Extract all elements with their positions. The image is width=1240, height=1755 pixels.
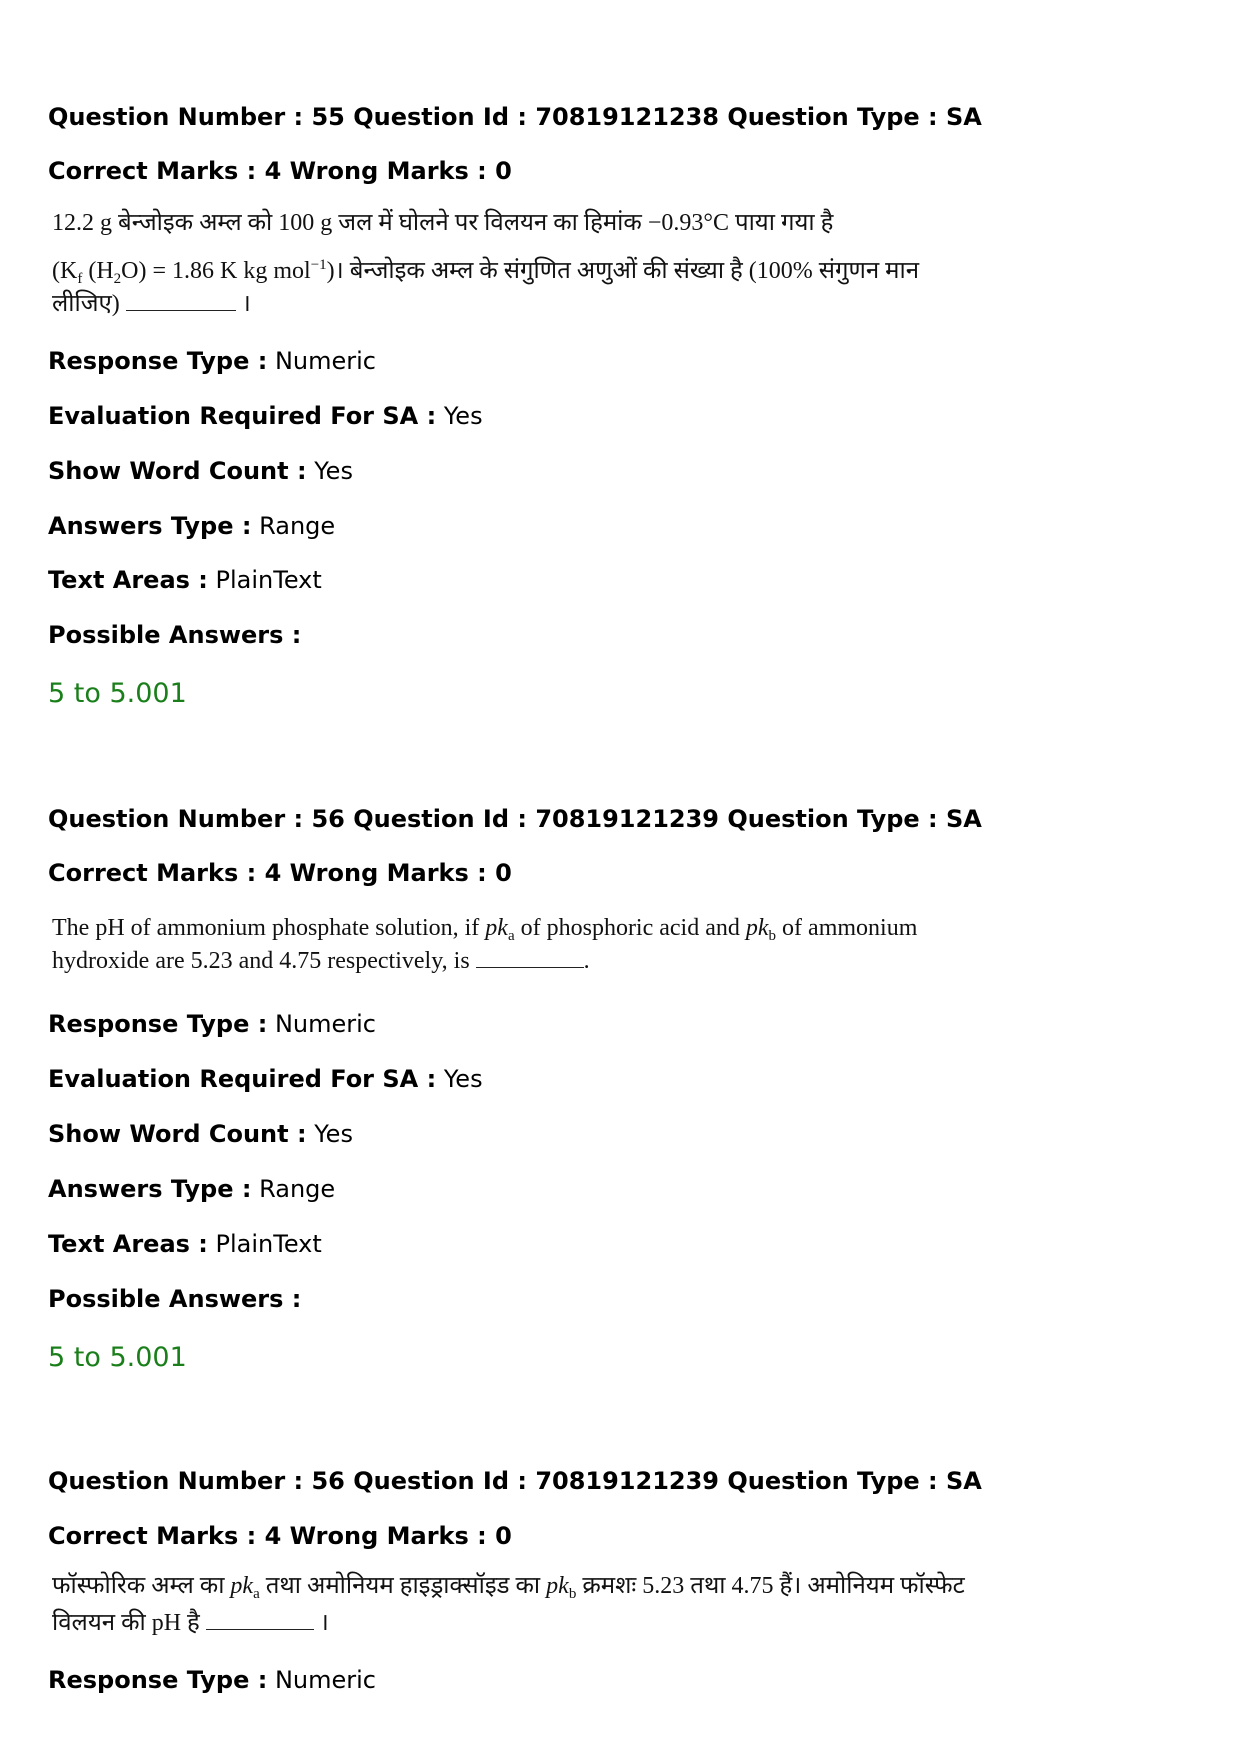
marks-line: Correct Marks : 4 Wrong Marks : 0 (48, 157, 512, 185)
answer-blank (476, 947, 584, 968)
possible-answer-value: 5 to 5.001 (48, 678, 187, 709)
question-text-line: विलयन की pH है । (52, 1610, 329, 1636)
possible-answer-value: 5 to 5.001 (48, 1342, 187, 1373)
question-header: Question Number : 56 Question Id : 70819121239 Question Type : SA (48, 805, 982, 833)
answer-blank (126, 290, 236, 311)
question-text-line: 12.2 g बेन्जोइक अम्ल को 100 g जल में घोलने पर विलयन का हिमांक −0.93°C पाया गया है (52, 210, 834, 236)
question-header: Question Number : 56 Question Id : 70819121239 Question Type : SA (48, 1467, 982, 1495)
response-type-row: Response Type : Numeric (48, 1666, 376, 1694)
response-type-row: Response Type : Numeric (48, 347, 376, 375)
question-header: Question Number : 55 Question Id : 70819121238 Question Type : SA (48, 103, 982, 131)
question-text-line: The pH of ammonium phosphate solution, if $pk_a$ of phosphoric acid and $pk_b$ of ammonium (52, 915, 918, 944)
response-type-row: Response Type : Numeric (48, 1010, 376, 1038)
text-areas-row: Text Areas : PlainText (48, 566, 322, 594)
answer-blank (206, 1609, 314, 1630)
possible-answers-label: Possible Answers : (48, 621, 302, 649)
marks-line: Correct Marks : 4 Wrong Marks : 0 (48, 859, 512, 887)
text-areas-row: Text Areas : PlainText (48, 1230, 322, 1258)
question-text-line: hydroxide are 5.23 and 4.75 respectively, is . (52, 948, 590, 974)
question-text-line: ($K_f$ $(H_2O) = 1.86$ K kg mol$^{-1}$)। बेन्जोइक अम्ल के संगुणित अणुओं की संख्या है (100% संगुणन मान (52, 257, 920, 287)
question-text-line: फॉस्फोरिक अम्ल का $pk_a$ तथा अमोनियम हाइड्राक्सॉइड का $pk_b$ क्रमशः 5.23 तथा 4.75 हैं। अमोनियम फॉस्फेट (52, 1573, 965, 1602)
question-text-line: लीजिए) । (52, 291, 251, 317)
marks-line: Correct Marks : 4 Wrong Marks : 0 (48, 1522, 512, 1550)
evaluation-row: Evaluation Required For SA : Yes (48, 1065, 483, 1093)
word-count-row: Show Word Count : Yes (48, 1120, 353, 1148)
answers-type-row: Answers Type : Range (48, 512, 336, 540)
word-count-row: Show Word Count : Yes (48, 457, 353, 485)
possible-answers-label: Possible Answers : (48, 1285, 302, 1313)
evaluation-row: Evaluation Required For SA : Yes (48, 402, 483, 430)
answers-type-row: Answers Type : Range (48, 1175, 336, 1203)
